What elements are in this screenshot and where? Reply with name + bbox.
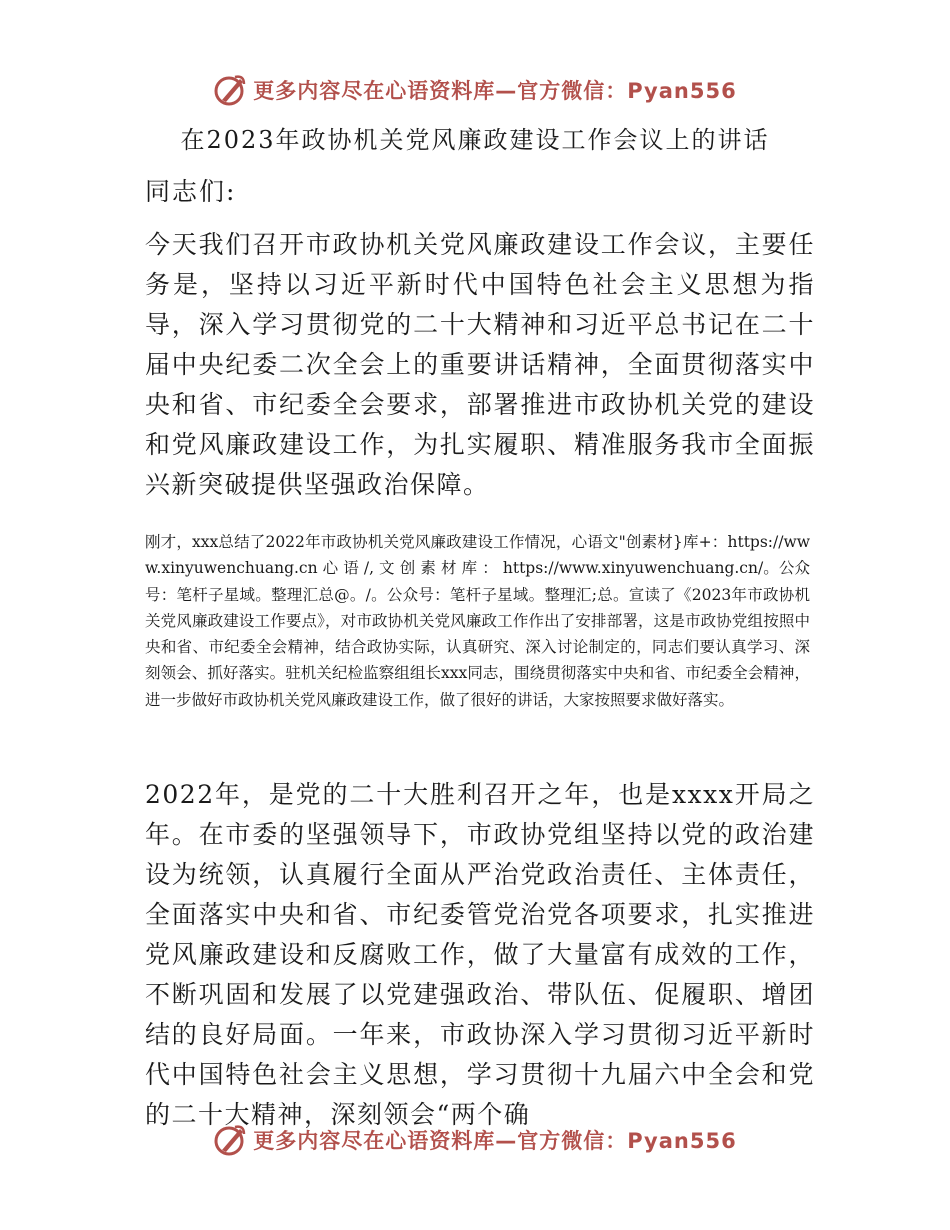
paragraph-2022-summary: 2022年，是党的二十大胜利召开之年，也是xxxx开局之年。在市委的坚强领导下，市政协党组坚持以党的政治建设为统领，认真履行全面从严治党政治责任、主体责任，全面落实中央和省、市纪委管党治党各项要求，扎实推进党风廉政建设和反腐败工作，做了大量富有成效的工作，不断巩固和发展了以党建强政治、带队伍、促履职、增团结的良好局面。一年来，市政协深入学习贯彻习近平新时代中国特色社会主义思想，学习贯彻十九届六中全会和党的二十大精神，深刻领会“两个确 [145,780,815,1129]
footer-banner [0,1120,950,1160]
paragraph-review: 刚才，xxx总结了2022年市政协机关党风廉政建设工作情况，心语文"创素材}库+：https://www.xinyuwenchuang.cn 心 语 /, 文 创 素 材 库 ： https://www.xinyuwenchuang.cn/。公众号：笔杆子星域。整理汇总@。/。公众号：笔杆子星域。整理汇;总。宣读了《2023年市政协机关党风廉政建设工作要点》，对市政协机关党风廉政工作作出了安排部署，这是市政协党组按照中央和省、市纪委全会精神，结合政协实际，认真研究、深入讨论制定的，同志们要认真学习、深刻领会、抓好落实。驻机关纪检监察组组长xxx同志，围绕贯彻落实中央和省、市纪委全会精神，进一步做好市政协机关党风廉政建设工作，做了很好的讲话，大家按照要求做好落实。 [145,533,810,709]
banner-text: 更多内容尽在心语资料库—官方微信：Pyan556 [253,1129,737,1153]
header-banner [0,70,950,110]
banner-text: 更多内容尽在心语资料库—官方微信：Pyan556 [253,79,737,103]
quill-pen-logo-icon [213,73,247,107]
greeting: 同志们: [145,177,237,206]
document-title: 在2023年政协机关党风廉政建设工作会议上的讲话 [180,126,770,154]
paragraph-intro: 今天我们召开市政协机关党风廉政建设工作会议，主要任务是，坚持以习近平新时代中国特色社会主义思想为指导，深入学习贯彻党的二十大精神和习近平总书记在二十届中央纪委二次全会上的重要讲话精神，全面贯彻落实中央和省、市纪委全会要求，部署推进市政协机关党的建设和党风廉政建设工作，为扎实履职、精准服务我市全面振兴新突破提供坚强政治保障。 [145,230,815,499]
quill-pen-logo-icon [213,1123,247,1157]
